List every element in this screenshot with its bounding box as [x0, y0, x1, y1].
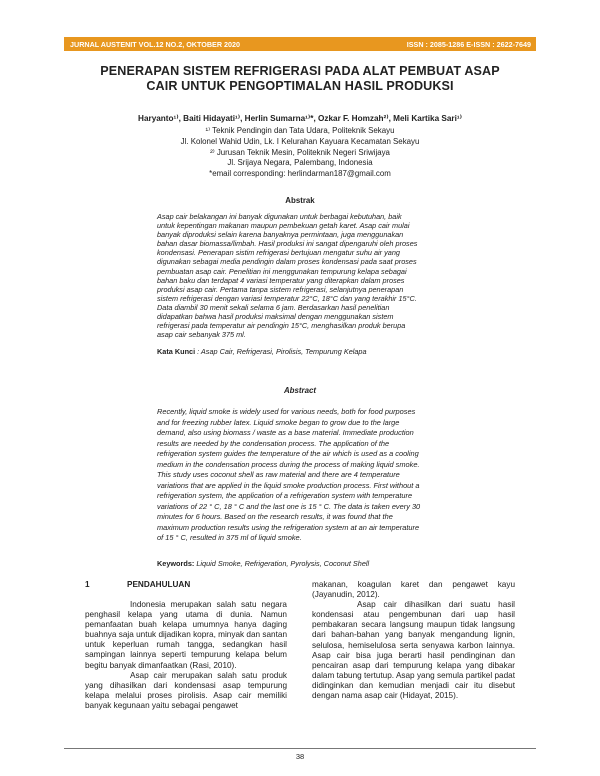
affiliations	[100, 126, 500, 180]
abstract-line: refrigeration system guides the temperature of the air which is used as a cooling	[157, 449, 419, 458]
abstract-line: medium in the condensation process during the process of making liquid smoke.	[157, 459, 420, 469]
paper-title	[70, 64, 530, 94]
section-title: PENDAHULUAN	[127, 580, 191, 589]
author-list: Haryanto¹⁾, Baiti Hidayati¹⁾, Herlin Sumarna¹⁾*, Ozkar F. Homzah²⁾, Meli Kartika Sari¹⁾	[138, 114, 462, 123]
affiliation-line: ²⁾ Jurusan Teknik Mesin, Politeknik Negeri Sriwijaya	[210, 147, 390, 157]
abstrak-line: sistem refrigerasi dengan variasi temperatur 22°C, 18°C dan yang terakhir 15°C.	[157, 293, 417, 303]
abstract-line: variations of 22 ° C, 18 ° C and the last one is 15 ° C. The data is taken every 30	[157, 501, 421, 511]
abstrak-line: refrigerasi pada temperatur air pendingin 15°C, menghasilkan produk berupa	[157, 321, 406, 331]
title-line: CAIR UNTUK PENGOPTIMALAN HASIL PRODUKSI	[146, 79, 454, 93]
abstrak-body	[157, 212, 451, 339]
abstrak-line: digunakan sebagai media pendingin dalam proses kondensasi pada saat proses	[157, 257, 417, 267]
abstrak-line: didapatkan bahwa hasil produksi maksimal dengan menggunakan sistem	[157, 312, 394, 322]
abstract-line: This study uses coconut shell as raw material and there are 4 temperature	[157, 470, 400, 479]
section-number: 1	[85, 580, 90, 589]
abstract-heading: Abstract	[283, 386, 316, 395]
abstract-line: refrigeration system, the application of a refrigeration system with temperature	[157, 491, 413, 500]
intro-right-column	[312, 580, 515, 701]
abstrak-line: kondensasi. Penerapan sistim refrigerasi bertujuan mengatur suhu air yang	[157, 248, 400, 258]
footer-divider	[64, 748, 536, 749]
abstract-line: of 15 ° C, resulted in 375 ml of liquid smoke.	[157, 533, 302, 542]
intro-paragraph: Asap cair merupakan salah satu produk yang dihasilkan dari kondensasi asap tempurung kelapa melalui proses pirolisis. Asap cair memiliki banyak kegunaan yaitu sebagai pengawet	[85, 670, 287, 710]
abstrak-line: asap cair sebanyak 375 ml.	[157, 330, 246, 340]
affiliation-line: Jl. Srijaya Negara, Palembang, Indonesia	[227, 158, 373, 168]
abstrak-line: Asap cair belakangan ini banyak digunakan untuk berbagai kebutuhan, baik	[157, 212, 402, 221]
abstrak-line: bahan dasar biomassa/limbah. Hasil produksi ini sangat dipengaruhi oleh proses	[157, 239, 418, 249]
intro-paragraph: Indonesia merupakan salah satu negara penghasil kelapa yang utama di dunia. Namun pemanfaatan buah kelapa umumnya hanya daging buahnya saja untuk dijadikan kopra, minyak dan santan untuk keperluan rumah tangga, sedangkan hasil sampingan lainnya seperti tempurung kelapa belum begitu banyak dimanfaatkan (Rasi, 2010).	[85, 600, 287, 670]
issn-text: ISSN : 2085-1286 E-ISSN : 2622-7649	[406, 39, 531, 49]
intro-paragraph: Asap cair dihasilkan dari suatu hasil kondensasi atau pengembunan dari uap hasil pembakaran secara langsung maupun tidak langsung dari bahan-bahan yang banyak mengandung lignin, selulosa, hemiselulosa serta senyawa karbon lainnya. Asap cair bisa juga berarti hasil pendinginan dan pencairan asap dari tempurung kelapa yang dibakar dalam tabung tertutup. Asap yang semula partikel padat didinginkan dan kemudian menjadi cair itu disebut dengan nama asap cair (Hidayat, 2015).	[312, 600, 515, 701]
abstrak-line: produksi asap cair. Pertama tanpa sistem refrigerasi, selanjutnya penerapan	[157, 284, 404, 294]
affiliation-line: ¹⁾ Teknik Pendingin dan Tata Udara, Politeknik Sekayu	[205, 126, 395, 135]
abstrak-heading: Abstrak	[285, 196, 315, 205]
keywords-label: Keywords:	[157, 559, 195, 568]
keywords-values: Liquid Smoke, Refrigeration, Pyrolysis, Coconut Shell	[194, 559, 370, 568]
abstract-line: results are needed by the condensation process. The application of the	[157, 438, 390, 448]
abstract-line: Recently, liquid smoke is widely used for various needs, both for food purposes	[157, 407, 416, 416]
kata-kunci-values: : Asap Cair, Refrigerasi, Pirolisis, Tempurung Kelapa	[195, 347, 367, 356]
kata-kunci-label: Kata Kunci	[157, 347, 196, 356]
journal-name: JURNAL AUSTENIT VOL.12 NO.2, OKTOBER 2020	[70, 39, 241, 49]
journal-header-bar	[64, 37, 536, 51]
abstrak-line: bahan baku dan terdapat 4 variasi temperatur yang diterapkan dalam proses	[157, 275, 405, 285]
abstrak-line: pembuatan asap cair. Penelitian ini menggunakan tempurung kelapa sebagai	[157, 266, 407, 276]
kata-kunci	[157, 347, 457, 356]
keywords	[157, 559, 457, 568]
page-number: 38	[295, 752, 305, 761]
section-heading-pendahuluan	[85, 580, 190, 589]
abstract-line: variations that are applied in the liquid smoke production process. First without a	[157, 480, 420, 490]
intro-left-column	[85, 600, 287, 711]
abstrak-line: Data diambil 30 menit sekali selama 6 jam. Berdasarkan hasil penelitian	[157, 302, 390, 312]
corresponding-email: *email corresponding: herlindarman187@gmail.com	[209, 169, 391, 179]
abstract-body	[157, 407, 451, 544]
title-line: PENERAPAN SISTEM REFRIGERASI PADA ALAT PEMBUAT ASAP	[100, 64, 500, 78]
abstract-line: and for freezing rubber latex. Liquid smoke began to grow due to the large	[157, 417, 400, 427]
abstract-line: demand, also using biomass / waste as a base material. Immediate production	[157, 428, 414, 437]
abstract-line: maximum production results using the refrigeration system at an air temperature	[157, 522, 420, 532]
abstract-line: minutes for 6 hours. Based on the research results, it was found that the	[157, 512, 393, 521]
intro-paragraph: makanan, koagulan karet dan pengawet kayu (Jayanudin, 2012).	[312, 580, 515, 600]
abstrak-line: banyak diproduksi selain karena banyaknya permintaan, juga menggunakan	[157, 230, 404, 240]
abstrak-line: untuk kepentingan makanan maupun pembekuan getah karet. Asap cair mulai	[157, 221, 410, 231]
affiliation-line: Jl. Kolonel Wahid Udin, Lk. I Kelurahan Kayuara Kecamatan Sekayu	[180, 136, 420, 146]
